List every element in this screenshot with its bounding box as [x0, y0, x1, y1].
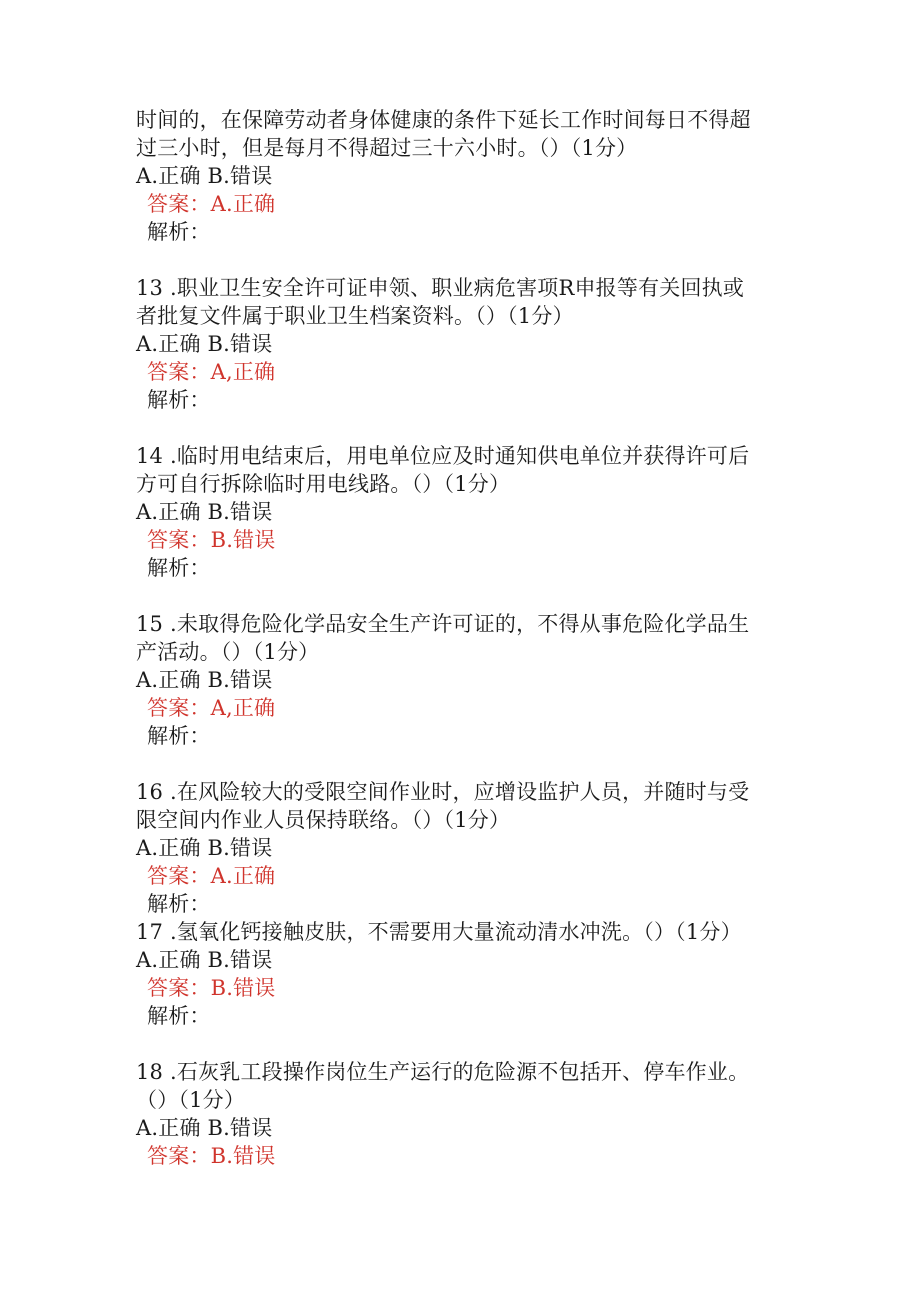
question-text-line: （）（1分） [136, 1088, 246, 1112]
question-answer: 答案：A.正确 [147, 864, 276, 888]
question-analysis: 解析： [147, 388, 211, 412]
spacer [136, 414, 776, 442]
question-text-line: 产活动。（）（1分） [136, 640, 320, 664]
question-13 [136, 274, 776, 414]
spacer [136, 246, 776, 274]
document-page [136, 106, 776, 1170]
question-options: A.正确 B.错误 [136, 500, 273, 524]
question-analysis: 解析： [147, 1004, 211, 1028]
question-text-line: 17 .氢氧化钙接触皮肤，不需要用大量流动清水冲洗。（）（1分） [136, 920, 742, 944]
question-15 [136, 610, 776, 750]
question-analysis: 解析： [147, 724, 211, 748]
question-text-line: 15 .未取得危险化学品安全生产许可证的，不得从事危险化学品生 [136, 612, 750, 636]
question-analysis: 解析： [147, 220, 211, 244]
question-options: A.正确 B.错误 [136, 668, 273, 692]
question-options: A.正确 B.错误 [136, 948, 273, 972]
question-options: A.正确 B.错误 [136, 1116, 273, 1140]
question-12-continuation [136, 106, 776, 246]
question-answer: 答案：B.错误 [147, 976, 276, 1000]
question-answer: 答案：A.正确 [147, 192, 276, 216]
question-14 [136, 442, 776, 582]
question-analysis: 解析： [147, 556, 211, 580]
question-answer: 答案：A,正确 [147, 360, 276, 384]
question-text-line: 16 .在风险较大的受限空间作业时，应增设监护人员，并随时与受 [136, 780, 750, 804]
spacer [136, 750, 776, 778]
question-options: A.正确 B.错误 [136, 836, 273, 860]
question-answer: 答案：B.错误 [147, 528, 276, 552]
question-text-line: 时间的，在保障劳动者身体健康的条件下延长工作时间每日不得超 [136, 108, 751, 132]
question-text-line: 13 .职业卫生安全许可证申领、职业病危害项R申报等有关回执或 [136, 276, 745, 300]
question-options: A.正确 B.错误 [136, 332, 273, 356]
question-text-line: 者批复文件属于职业卫生档案资料。（）（1分） [136, 304, 574, 328]
question-text-line: 18 .石灰乳工段操作岗位生产运行的危险源不包括开、停车作业。 [136, 1060, 750, 1084]
spacer [136, 582, 776, 610]
question-answer: 答案：A,正确 [147, 696, 276, 720]
question-text-line: 方可自行拆除临时用电线路。（）（1分） [136, 472, 511, 496]
question-analysis: 解析： [147, 892, 211, 916]
question-text-line: 过三小时，但是每月不得超过三十六小时。（）（1分） [136, 136, 638, 160]
question-16 [136, 778, 776, 918]
question-text-line: 限空间内作业人员保持联络。（）（1分） [136, 808, 511, 832]
question-17 [136, 918, 776, 1030]
question-answer: 答案：B.错误 [147, 1144, 276, 1168]
question-18 [136, 1058, 776, 1170]
question-options: A.正确 B.错误 [136, 164, 273, 188]
question-text-line: 14 .临时用电结束后，用电单位应及时通知供电单位并获得许可后 [136, 444, 750, 468]
spacer [136, 1030, 776, 1058]
